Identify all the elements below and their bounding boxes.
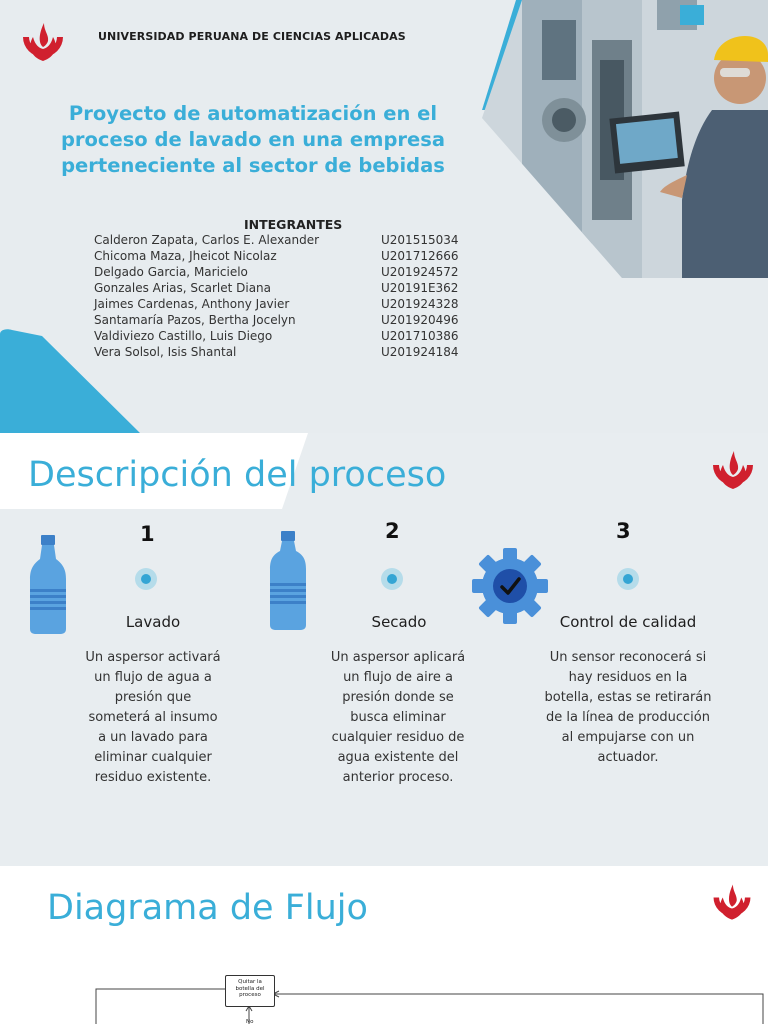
- member-name: Calderon Zapata, Carlos E. Alexander: [94, 233, 320, 247]
- step-desc-line: presión que: [114, 690, 192, 705]
- team-list: [94, 233, 474, 361]
- team-member: [94, 297, 474, 313]
- step-number: 3: [616, 519, 631, 543]
- step-desc-line: busca eliminar: [350, 710, 446, 725]
- flow-heading: Diagrama de Flujo: [47, 888, 368, 928]
- member-code: U201920496: [381, 313, 459, 327]
- team-member: [94, 249, 474, 265]
- step-desc-line: Un aspersor activará: [85, 650, 221, 665]
- step-desc-line: eliminar cualquier: [94, 750, 212, 765]
- step-desc-line: un flujo de aire a: [343, 670, 453, 685]
- process-heading: Descripción del proceso: [28, 455, 447, 495]
- cover-section: [0, 0, 768, 433]
- step-desc-line: a un lavado para: [98, 730, 208, 745]
- step-description: [305, 648, 491, 788]
- step-desc-line: anterior proceso.: [342, 770, 454, 785]
- step-desc-line: botella, estas se retirarán: [544, 690, 712, 705]
- step-number: 1: [140, 522, 155, 546]
- team-member: [94, 233, 474, 249]
- team-member: [94, 345, 474, 361]
- member-code: U201924184: [381, 345, 459, 359]
- team-member: [94, 329, 474, 345]
- step-desc-line: cualquier residuo de: [331, 730, 465, 745]
- member-code: U20191E362: [381, 281, 459, 295]
- step-dot: [381, 568, 403, 590]
- step-desc-line: un flujo de agua a: [94, 670, 212, 685]
- member-name: Chicoma Maza, Jheicot Nicolaz: [94, 249, 277, 263]
- step-desc-line: al empujarse con un: [561, 730, 695, 745]
- flow-box-line: proceso: [239, 992, 261, 998]
- member-code: U201924328: [381, 297, 459, 311]
- upc-logo-icon: [17, 17, 69, 69]
- step-desc-line: actuador.: [597, 750, 659, 765]
- university-name: UNIVERSIDAD PERUANA DE CIENCIAS APLICADAS: [98, 30, 406, 43]
- member-name: Vera Solsol, Isis Shantal: [94, 345, 237, 359]
- project-title-line: perteneciente al sector de bebidas: [61, 154, 445, 177]
- flow-section: [0, 866, 768, 1024]
- flow-box-line: Quitar la: [238, 979, 262, 985]
- step-description: [525, 648, 731, 768]
- project-title: [48, 101, 458, 179]
- step-desc-line: hay residuos en la: [568, 670, 688, 685]
- member-name: Santamaría Pazos, Bertha Jocelyn: [94, 313, 296, 327]
- project-title-line: Proyecto de automatización en el: [68, 102, 438, 125]
- member-name: Delgado Garcia, Maricielo: [94, 265, 248, 279]
- step-desc-line: Un sensor reconocerá si: [549, 650, 707, 665]
- step-desc-line: de la línea de producción: [546, 710, 710, 725]
- step-title: Secado: [371, 613, 427, 631]
- member-name: Jaimes Cardenas, Anthony Javier: [94, 297, 290, 311]
- step-desc-line: Un aspersor aplicará: [330, 650, 466, 665]
- upc-logo-icon: [707, 445, 759, 497]
- member-code: U201515034: [381, 233, 459, 247]
- team-heading: INTEGRANTES: [244, 217, 343, 232]
- process-section: [0, 433, 768, 866]
- member-name: Valdiviezo Castillo, Luis Diego: [94, 329, 273, 343]
- project-title-line: proceso de lavado en una empresa: [60, 128, 446, 151]
- industrial-engineer-photo: [482, 0, 768, 278]
- step-title: Control de calidad: [559, 613, 697, 631]
- decorative-triangle: [0, 300, 140, 433]
- member-code: U201712666: [381, 249, 459, 263]
- step-desc-line: agua existente del: [337, 750, 459, 765]
- team-member: [94, 281, 474, 297]
- step-title: Lavado: [125, 613, 181, 631]
- step-dot: [617, 568, 639, 590]
- flow-no-label: No: [246, 1019, 254, 1024]
- flow-box-line: botella del: [235, 985, 265, 992]
- step-description: [60, 648, 246, 788]
- member-code: U201710386: [381, 329, 459, 343]
- team-member: [94, 313, 474, 329]
- step-number: 2: [385, 519, 400, 543]
- step-desc-line: presión donde se: [342, 690, 454, 705]
- step-desc-line: someterá al insumo: [88, 710, 218, 725]
- member-name: Gonzales Arias, Scarlet Diana: [94, 281, 272, 295]
- member-code: U201924572: [381, 265, 459, 279]
- flow-connectors: [0, 866, 768, 1024]
- step-desc-line: residuo existente.: [94, 770, 212, 785]
- flow-box-remove-bottle: [225, 975, 275, 1007]
- team-member: [94, 265, 474, 281]
- step-dot: [135, 568, 157, 590]
